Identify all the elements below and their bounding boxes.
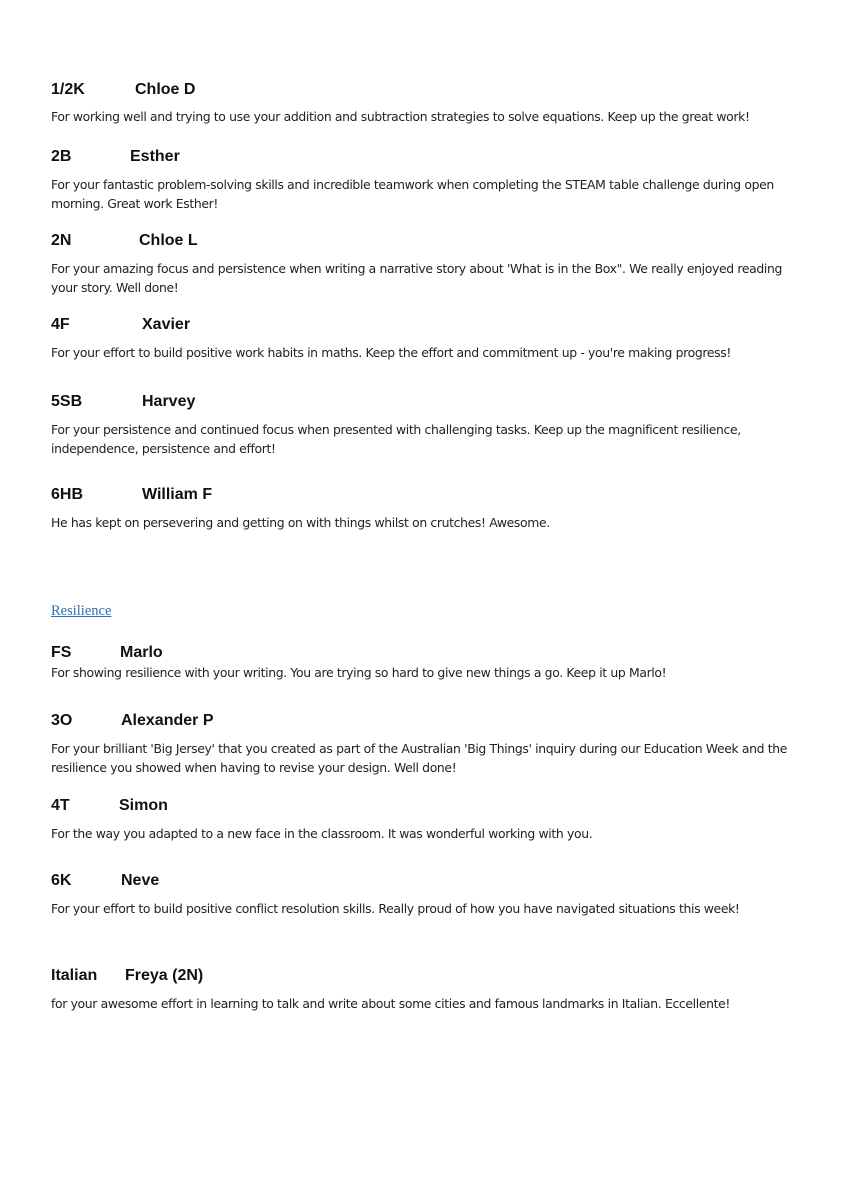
award-description: For your brilliant 'Big Jersey' that you created as part of the Australian 'Big Things' inquiry during our Education Week and the resilience you showed when having to revise your design. Well done! (51, 741, 788, 775)
award-entry (51, 80, 811, 126)
student-name: Freya (2N) (125, 967, 204, 984)
student-name: Esther (130, 148, 180, 165)
class-label: 2N (51, 232, 72, 249)
class-label: 6HB (51, 486, 84, 503)
award-entry (51, 315, 811, 362)
award-heading (51, 80, 811, 100)
class-label: 4T (51, 797, 70, 814)
student-name: Alexander P (121, 712, 214, 729)
award-description: For your effort to build positive work habits in maths. Keep the effort and commitment up - you're making progress! (51, 345, 731, 360)
award-description: For the way you adapted to a new face in the classroom. It was wonderful working with you. (51, 826, 593, 841)
award-entry (51, 643, 811, 682)
award-entry (51, 966, 811, 1013)
class-label: 1/2K (51, 81, 85, 98)
award-entry (51, 711, 811, 777)
class-label: 3O (51, 712, 73, 729)
award-entry (51, 796, 811, 843)
award-heading (51, 485, 811, 505)
student-name: Marlo (120, 644, 163, 661)
student-name: Chloe D (135, 81, 196, 98)
student-name: Chloe L (139, 232, 198, 249)
award-description: for your awesome effort in learning to talk and write about some cities and famous landmarks in Italian. Eccellente! (51, 996, 731, 1011)
award-description: For showing resilience with your writing. You are trying so hard to give new things a go. Keep it up Marlo! (51, 665, 667, 680)
student-name: William F (142, 486, 213, 503)
award-heading (51, 871, 811, 891)
award-description: For your effort to build positive conflict resolution skills. Really proud of how you have navigated situations this week! (51, 901, 740, 916)
class-label: 4F (51, 316, 70, 333)
award-description: For your fantastic problem-solving skills and incredible teamwork when completing the STEAM table challenge during open morning. Great work Esther! (51, 177, 774, 211)
award-heading (51, 315, 811, 335)
award-description: For your amazing focus and persistence when writing a narrative story about 'What is in the Box". We really enjoyed reading your story. Well done! (51, 261, 782, 295)
award-entry (51, 485, 811, 532)
award-heading (51, 711, 811, 731)
award-heading (51, 392, 811, 412)
class-label: Italian (51, 967, 98, 984)
award-description: For your persistence and continued focus when presented with challenging tasks. Keep up the magnificent resilience, independence, persistence and effort! (51, 422, 741, 456)
class-label: 6K (51, 872, 72, 889)
award-entry (51, 147, 811, 213)
student-name: Xavier (142, 316, 191, 333)
student-name: Neve (121, 872, 160, 889)
resilience-section-link[interactable]: Resilience (51, 603, 112, 619)
class-label: FS (51, 644, 72, 661)
class-label: 5SB (51, 393, 83, 410)
student-name: Harvey (142, 393, 196, 410)
award-heading (51, 643, 811, 663)
award-heading (51, 966, 811, 986)
award-entry (51, 392, 811, 458)
award-heading (51, 796, 811, 816)
award-description: He has kept on persevering and getting on with things whilst on crutches! Awesome. (51, 515, 550, 530)
award-entry (51, 231, 811, 297)
award-heading (51, 147, 811, 167)
award-heading (51, 231, 811, 251)
class-label: 2B (51, 148, 72, 165)
student-name: Simon (119, 797, 168, 814)
award-entry (51, 871, 811, 918)
award-description: For working well and trying to use your addition and subtraction strategies to solve equations. Keep up the great work! (51, 109, 750, 124)
